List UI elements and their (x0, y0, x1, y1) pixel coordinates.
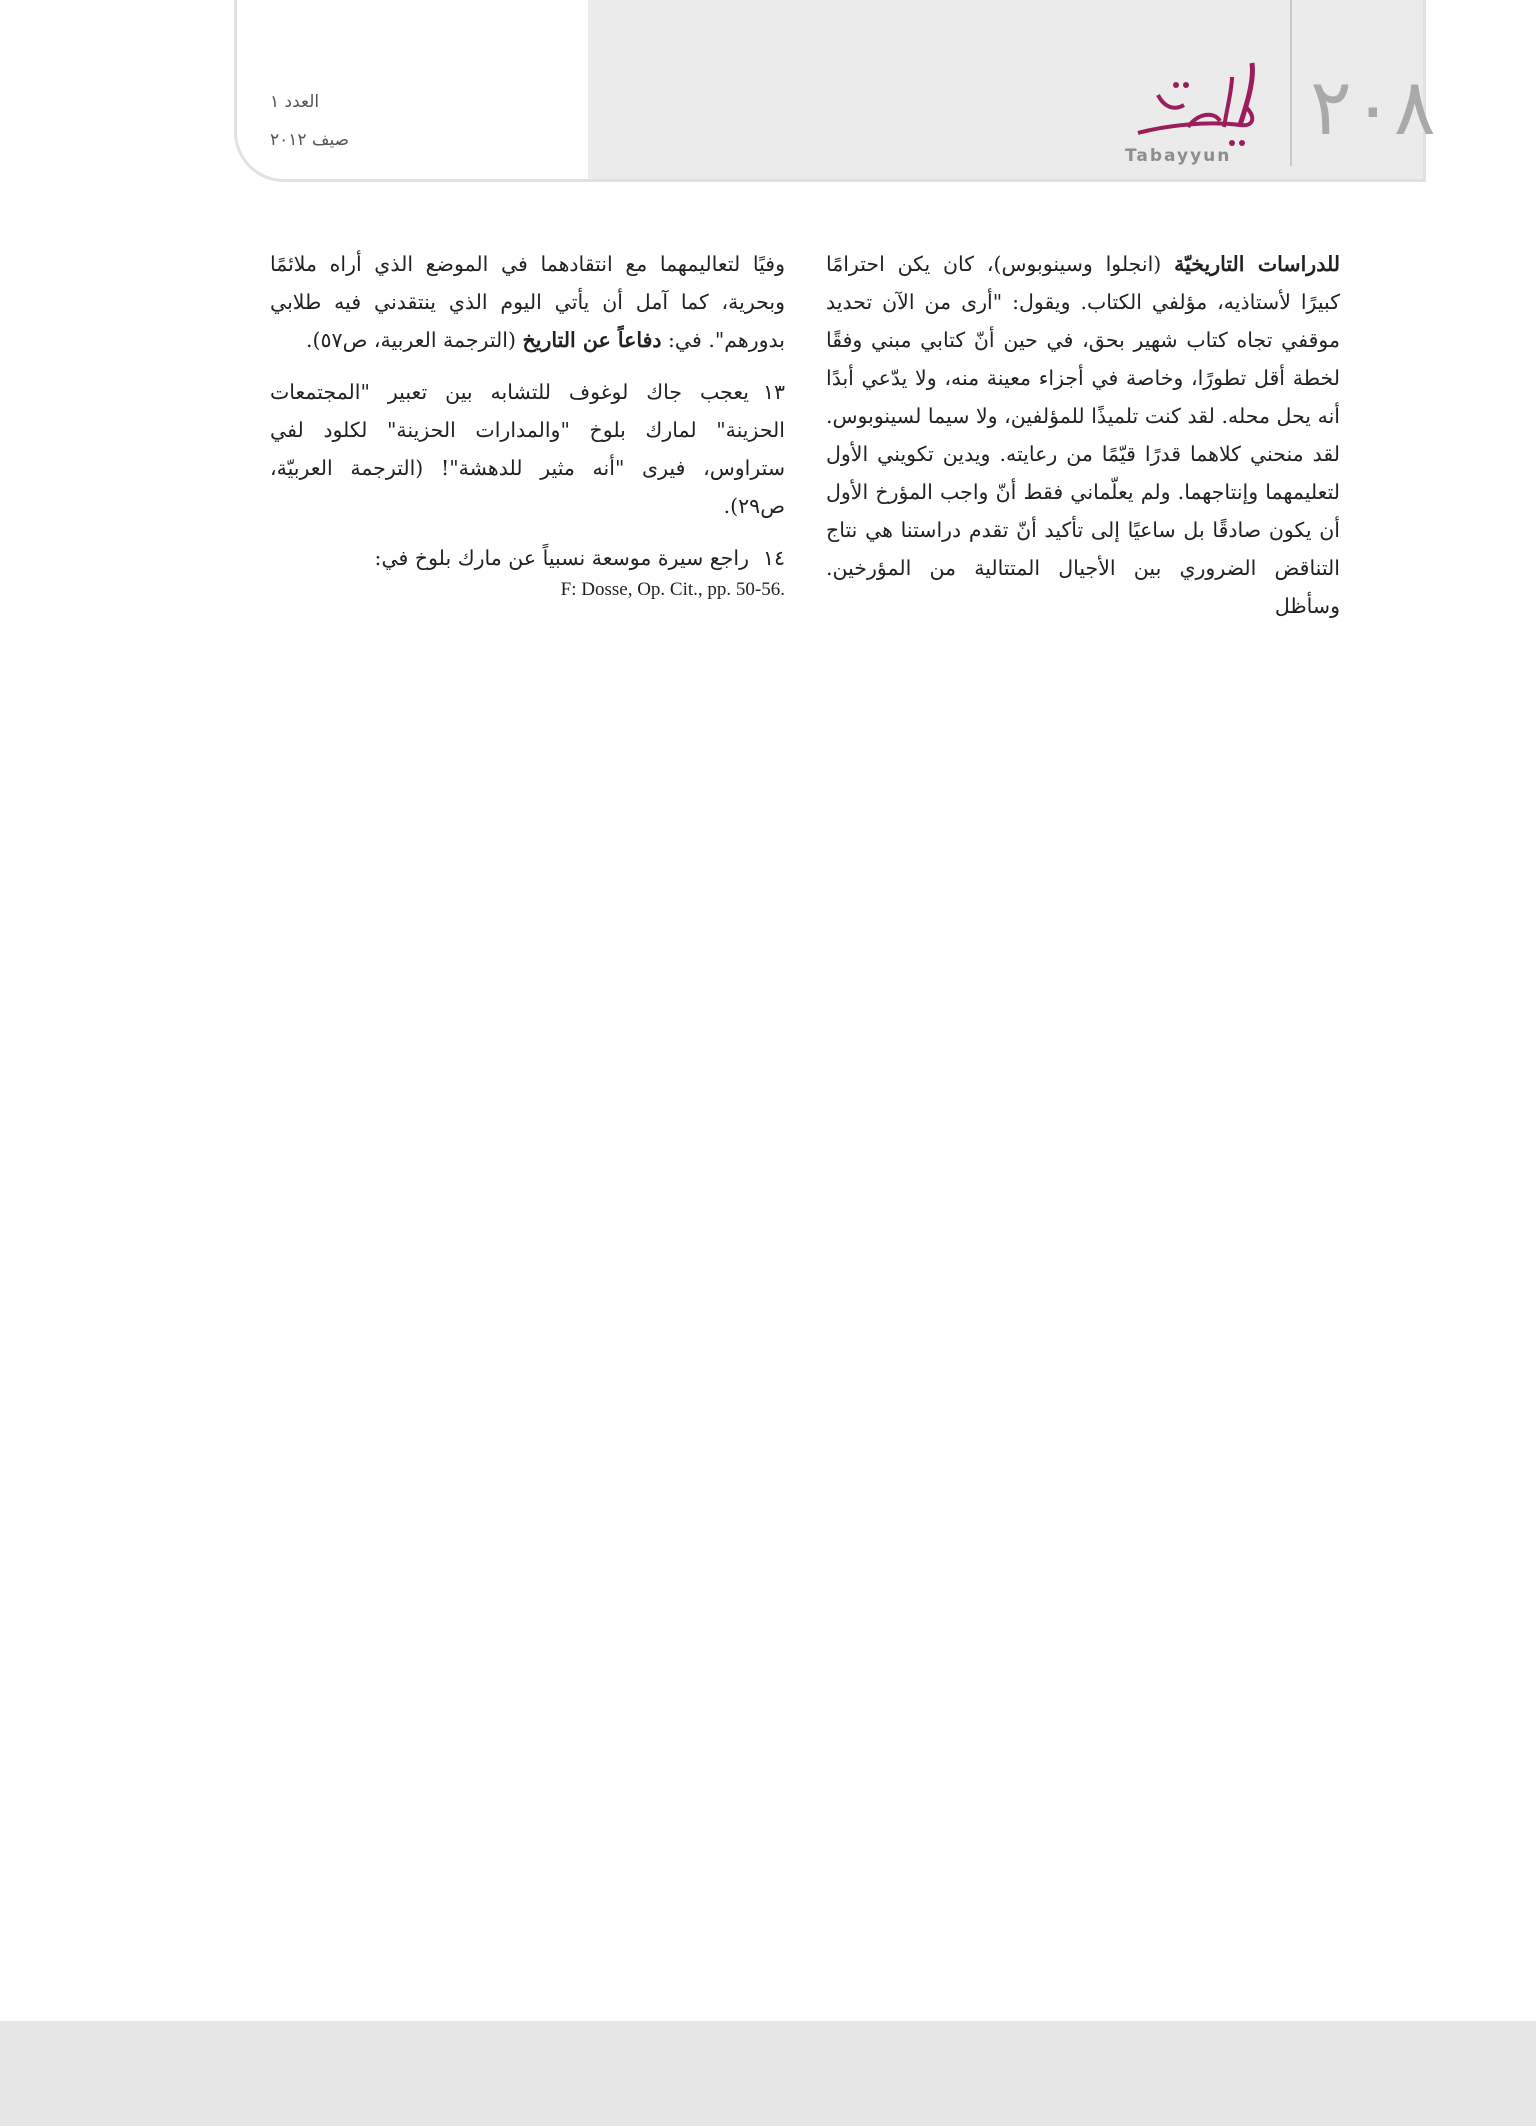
footnote-number: ١٤ (762, 546, 785, 570)
issue-label: العدد ١ (270, 92, 320, 112)
left-column (270, 245, 785, 603)
header-divider (1290, 0, 1292, 166)
citation-text: (الترجمة العربية، ص٥٧). (306, 328, 523, 352)
footnote-14 (270, 539, 785, 577)
footnote-text: راجع سيرة موسعة نسبياً عن مارك بلوخ في: (374, 546, 749, 570)
footnote-text: يعجب جاك لوغوف للتشابه بين تعبير "المجتمعات الحزينة" لمارك بلوخ "والمدارات الحزينة" لكلود لفي ستراوس، فيرى "أنه مثير للدهشة"! (الترجمة العربيّة، ص٢٩). (270, 380, 785, 518)
page-number: ٢٠٨ (1310, 63, 1436, 153)
logo-latin-text: Tabayyun (1125, 146, 1232, 166)
right-paragraph-text: (انجلوا وسينوبوس)، كان يكن احترامًا كبيرًا لأستاذيه، مؤلفي الكتاب. ويقول: "أرى من الآن تحديد موقفي تجاه كتاب شهير بحق، في حين أنّ كتابي مبني وفقًا لخطة أقل تطورًا، وخاصة في أجزاء معينة منه، ولا يدّعي أبدًا أنه يحل محله. لقد كنت تلميذًا للمؤلفين، ولا سيما لسينوبوس. لقد منحني كلاهما قدرًا قيّمًا من رعايته. ويدين تكويني الأول لتعليمهما وإنتاجهما. ولم يعلّماني فقط أنّ واجب المؤرخ الأول أن يكون صادقًا بل ساعيًا إلى تأكيد أنّ تقدم دراستنا هي نتاج التناقض الضروري بين الأجيال المتتالية من المؤرخين. وسأظل (826, 252, 1340, 618)
tabayyun-logo-icon (1128, 55, 1278, 155)
footer-band (0, 2021, 1536, 2126)
footnote-reference: F: Dosse, Op. Cit., pp. 50-56. (560, 579, 785, 600)
book-title: دفاعاً عن التاريخ (522, 328, 662, 352)
continued-text: وفيًا لتعاليمهما مع انتقادهما في الموضع الذي أراه ملائمًا وبحرية، كما آمل أن يأتي اليوم الذي ينتقدني فيه طلابي بدورهم". في: (270, 252, 785, 352)
bold-lead: للدراسات التاريخيّة (1174, 252, 1340, 276)
header-gray-panel (588, 0, 1436, 182)
right-paragraph (826, 245, 1340, 625)
footnote-13 (270, 373, 785, 525)
right-column (826, 245, 1340, 625)
footnote-number: ١٣ (762, 380, 785, 404)
continued-paragraph (270, 245, 785, 359)
season-label: صيف ٢٠١٢ (270, 130, 350, 150)
